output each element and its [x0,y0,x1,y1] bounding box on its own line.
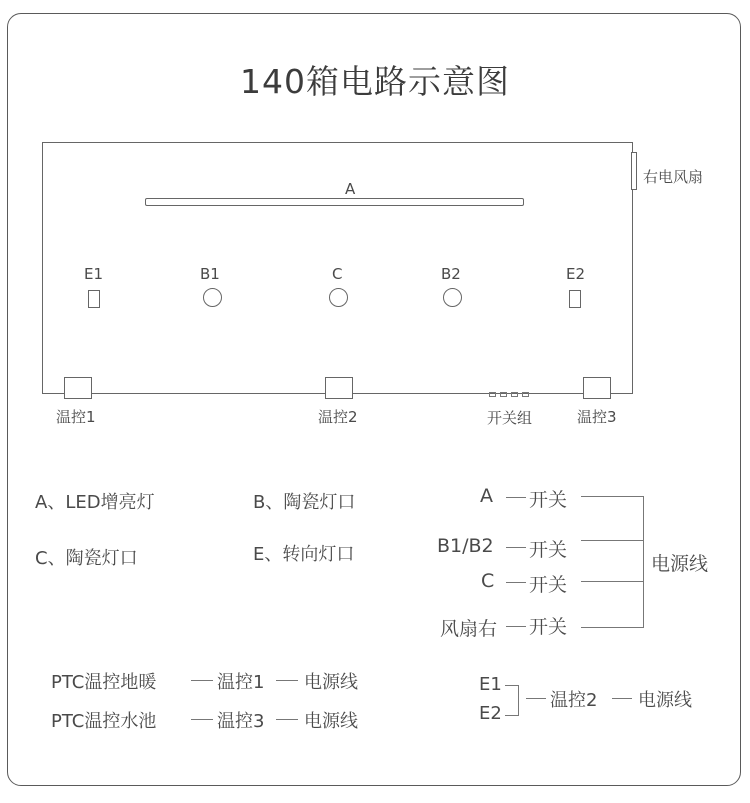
heating-1-device: PTC温控地暖 [51,672,157,693]
heating-1-power: 电源线 [304,672,358,693]
thermostat-1 [64,377,92,399]
heating-2-dash-b [276,719,298,720]
e-group-thermo: 温控2 [550,690,598,711]
heating-2-power: 电源线 [304,711,358,732]
wiring-dash-a [506,497,526,498]
heating-2-thermo: 温控3 [217,711,265,732]
wiring-dash-c [506,582,526,583]
lamp-c [329,288,348,307]
led-strip-label: A [345,180,356,198]
led-strip [145,198,524,206]
wiring-source-c: C [481,570,495,592]
thermostat-3 [583,377,611,399]
lamp-b1-label: B1 [200,265,220,283]
lamp-b2-label: B2 [441,265,461,283]
legend-b: B、陶瓷灯口 [253,492,356,513]
wiring-switch-fan: 开关 [529,616,568,638]
thermostat-1-label: 温控1 [56,408,96,426]
lamp-e2 [569,290,581,308]
wiring-switch-a: 开关 [529,489,568,511]
switch-4 [522,392,529,397]
lamp-c-label: C [332,265,343,283]
wiring-dash-fan [506,626,526,627]
lamp-b1 [203,288,222,307]
lamp-b2 [443,288,462,307]
thermostat-2-label: 温控2 [318,408,358,426]
lamp-e1-label: E1 [84,265,104,283]
page-title: 140箱电路示意图 [240,62,510,101]
switch-group-label: 开关组 [487,409,533,427]
e-group-dash-b [612,698,632,699]
e-group-bracket-bottom [505,715,518,716]
e-group-bracket-top [505,685,518,686]
wiring-source-b: B1/B2 [437,535,494,557]
thermostat-3-label: 温控3 [577,408,617,426]
switch-3 [511,392,518,397]
lamp-e2-label: E2 [566,265,586,283]
legend-c: C、陶瓷灯口 [35,548,138,569]
heating-2-dash-a [191,719,213,720]
wiring-line-a [581,496,643,497]
wiring-bus [643,496,644,628]
e-group-e1: E1 [479,674,502,695]
lamp-e1 [88,290,100,308]
wiring-line-c [581,581,643,582]
thermostat-2 [325,377,353,399]
wiring-line-fan [581,627,643,628]
e-group-dash-a [526,698,546,699]
heating-1-dash-b [276,680,298,681]
heating-1-thermo: 温控1 [217,672,265,693]
wiring-line-b [581,540,643,541]
switch-2 [500,392,507,397]
wiring-source-a: A [480,485,493,507]
wiring-source-fan: 风扇右 [440,618,498,640]
wiring-dash-b [506,547,526,548]
wiring-switch-c: 开关 [529,574,568,596]
e-group-power: 电源线 [638,690,692,711]
heating-1-dash-a [191,680,213,681]
legend-a: A、LED增亮灯 [35,492,155,513]
right-fan [631,152,637,190]
right-fan-label: 右电风扇 [643,168,704,186]
switch-1 [489,392,496,397]
legend-e: E、转向灯口 [253,544,355,565]
wiring-power-label: 电源线 [651,553,709,575]
e-group-e2: E2 [479,703,502,724]
wiring-switch-b: 开关 [529,539,568,561]
heating-2-device: PTC温控水池 [51,711,157,732]
e-group-bracket-vertical [518,685,519,716]
